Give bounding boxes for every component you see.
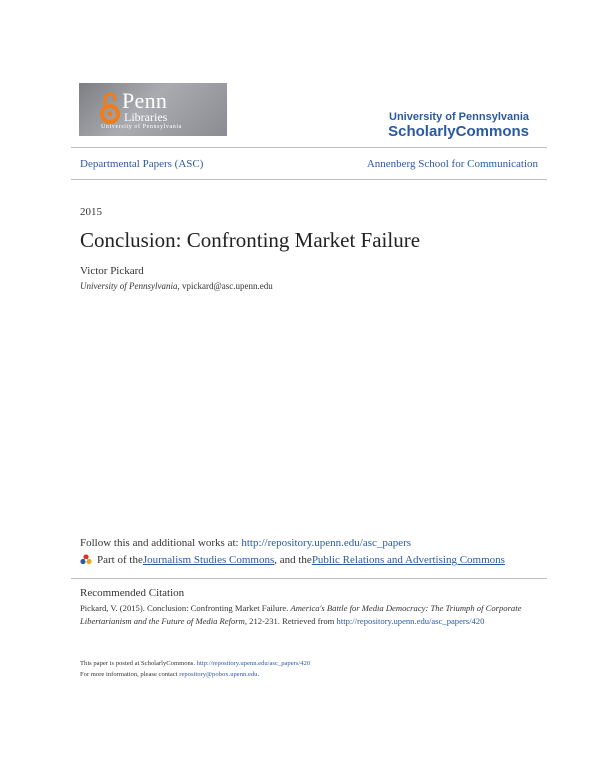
- citation-text-1: Pickard, V. (2015). Conclusion: Confronting Market Failure.: [80, 603, 291, 613]
- logo-libraries-text: Libraries: [124, 110, 168, 124]
- public-relations-commons-link[interactable]: Public Relations and Advertising Commons: [311, 554, 505, 566]
- departmental-papers-link[interactable]: Departmental Papers (ASC): [80, 158, 204, 170]
- paper-title: Conclusion: Confronting Market Failure: [80, 228, 421, 252]
- contact-suffix: .: [257, 671, 260, 678]
- partof-prefix: Part of the: [97, 554, 143, 566]
- author-email: , vpickard@asc.upenn.edu: [177, 281, 273, 291]
- logo-penn-text: Penn: [122, 88, 168, 113]
- penn-libraries-logo[interactable]: [79, 83, 227, 136]
- open-access-icon: [99, 91, 121, 125]
- journalism-studies-commons-link[interactable]: Journalism Studies Commons: [142, 554, 275, 566]
- nav-divider: [71, 179, 547, 180]
- part-of-line: [80, 554, 505, 566]
- top-divider: [71, 147, 547, 148]
- partof-middle: , and the: [274, 554, 312, 566]
- follow-prefix: Follow this and additional works at:: [80, 537, 242, 549]
- citation-book-title: America's Battle for Media Democracy: The Triumph of Corporate Libertarianism and the Future of Media Reform: [80, 603, 522, 626]
- contact-notice: [80, 671, 259, 678]
- network-clover-icon: [80, 554, 92, 566]
- annenberg-school-link[interactable]: Annenberg School for Communication: [366, 158, 538, 170]
- brand-scholarlycommons[interactable]: ScholarlyCommons: [388, 123, 529, 140]
- logo-university-text: University of Pennsylvania: [101, 124, 182, 130]
- citation-url-link[interactable]: http://repository.upenn.edu/asc_papers/420: [336, 616, 485, 626]
- affiliation-name: University of Pennsylvania: [80, 281, 178, 291]
- publication-year: 2015: [80, 206, 102, 218]
- author-name: Victor Pickard: [80, 265, 144, 277]
- posted-notice: [80, 660, 310, 667]
- asc-papers-link[interactable]: http://repository.upenn.edu/asc_papers: [241, 537, 412, 549]
- follow-line: [80, 537, 411, 549]
- citation-text-2: , 212-231. Retrieved from: [244, 616, 337, 626]
- contact-email-link[interactable]: repository@pobox.upenn.edu: [179, 671, 258, 678]
- author-affiliation: [80, 281, 273, 291]
- recommended-citation-heading: Recommended Citation: [80, 587, 185, 599]
- contact-prefix: For more information, please contact: [80, 671, 180, 678]
- posted-prefix: This paper is posted at ScholarlyCommons.: [80, 660, 197, 667]
- citation-text: [80, 602, 540, 628]
- citation-divider: [71, 578, 547, 579]
- posted-url-link[interactable]: http://repository.upenn.edu/asc_papers/420: [196, 660, 311, 667]
- brand-university[interactable]: University of Pennsylvania: [389, 111, 529, 123]
